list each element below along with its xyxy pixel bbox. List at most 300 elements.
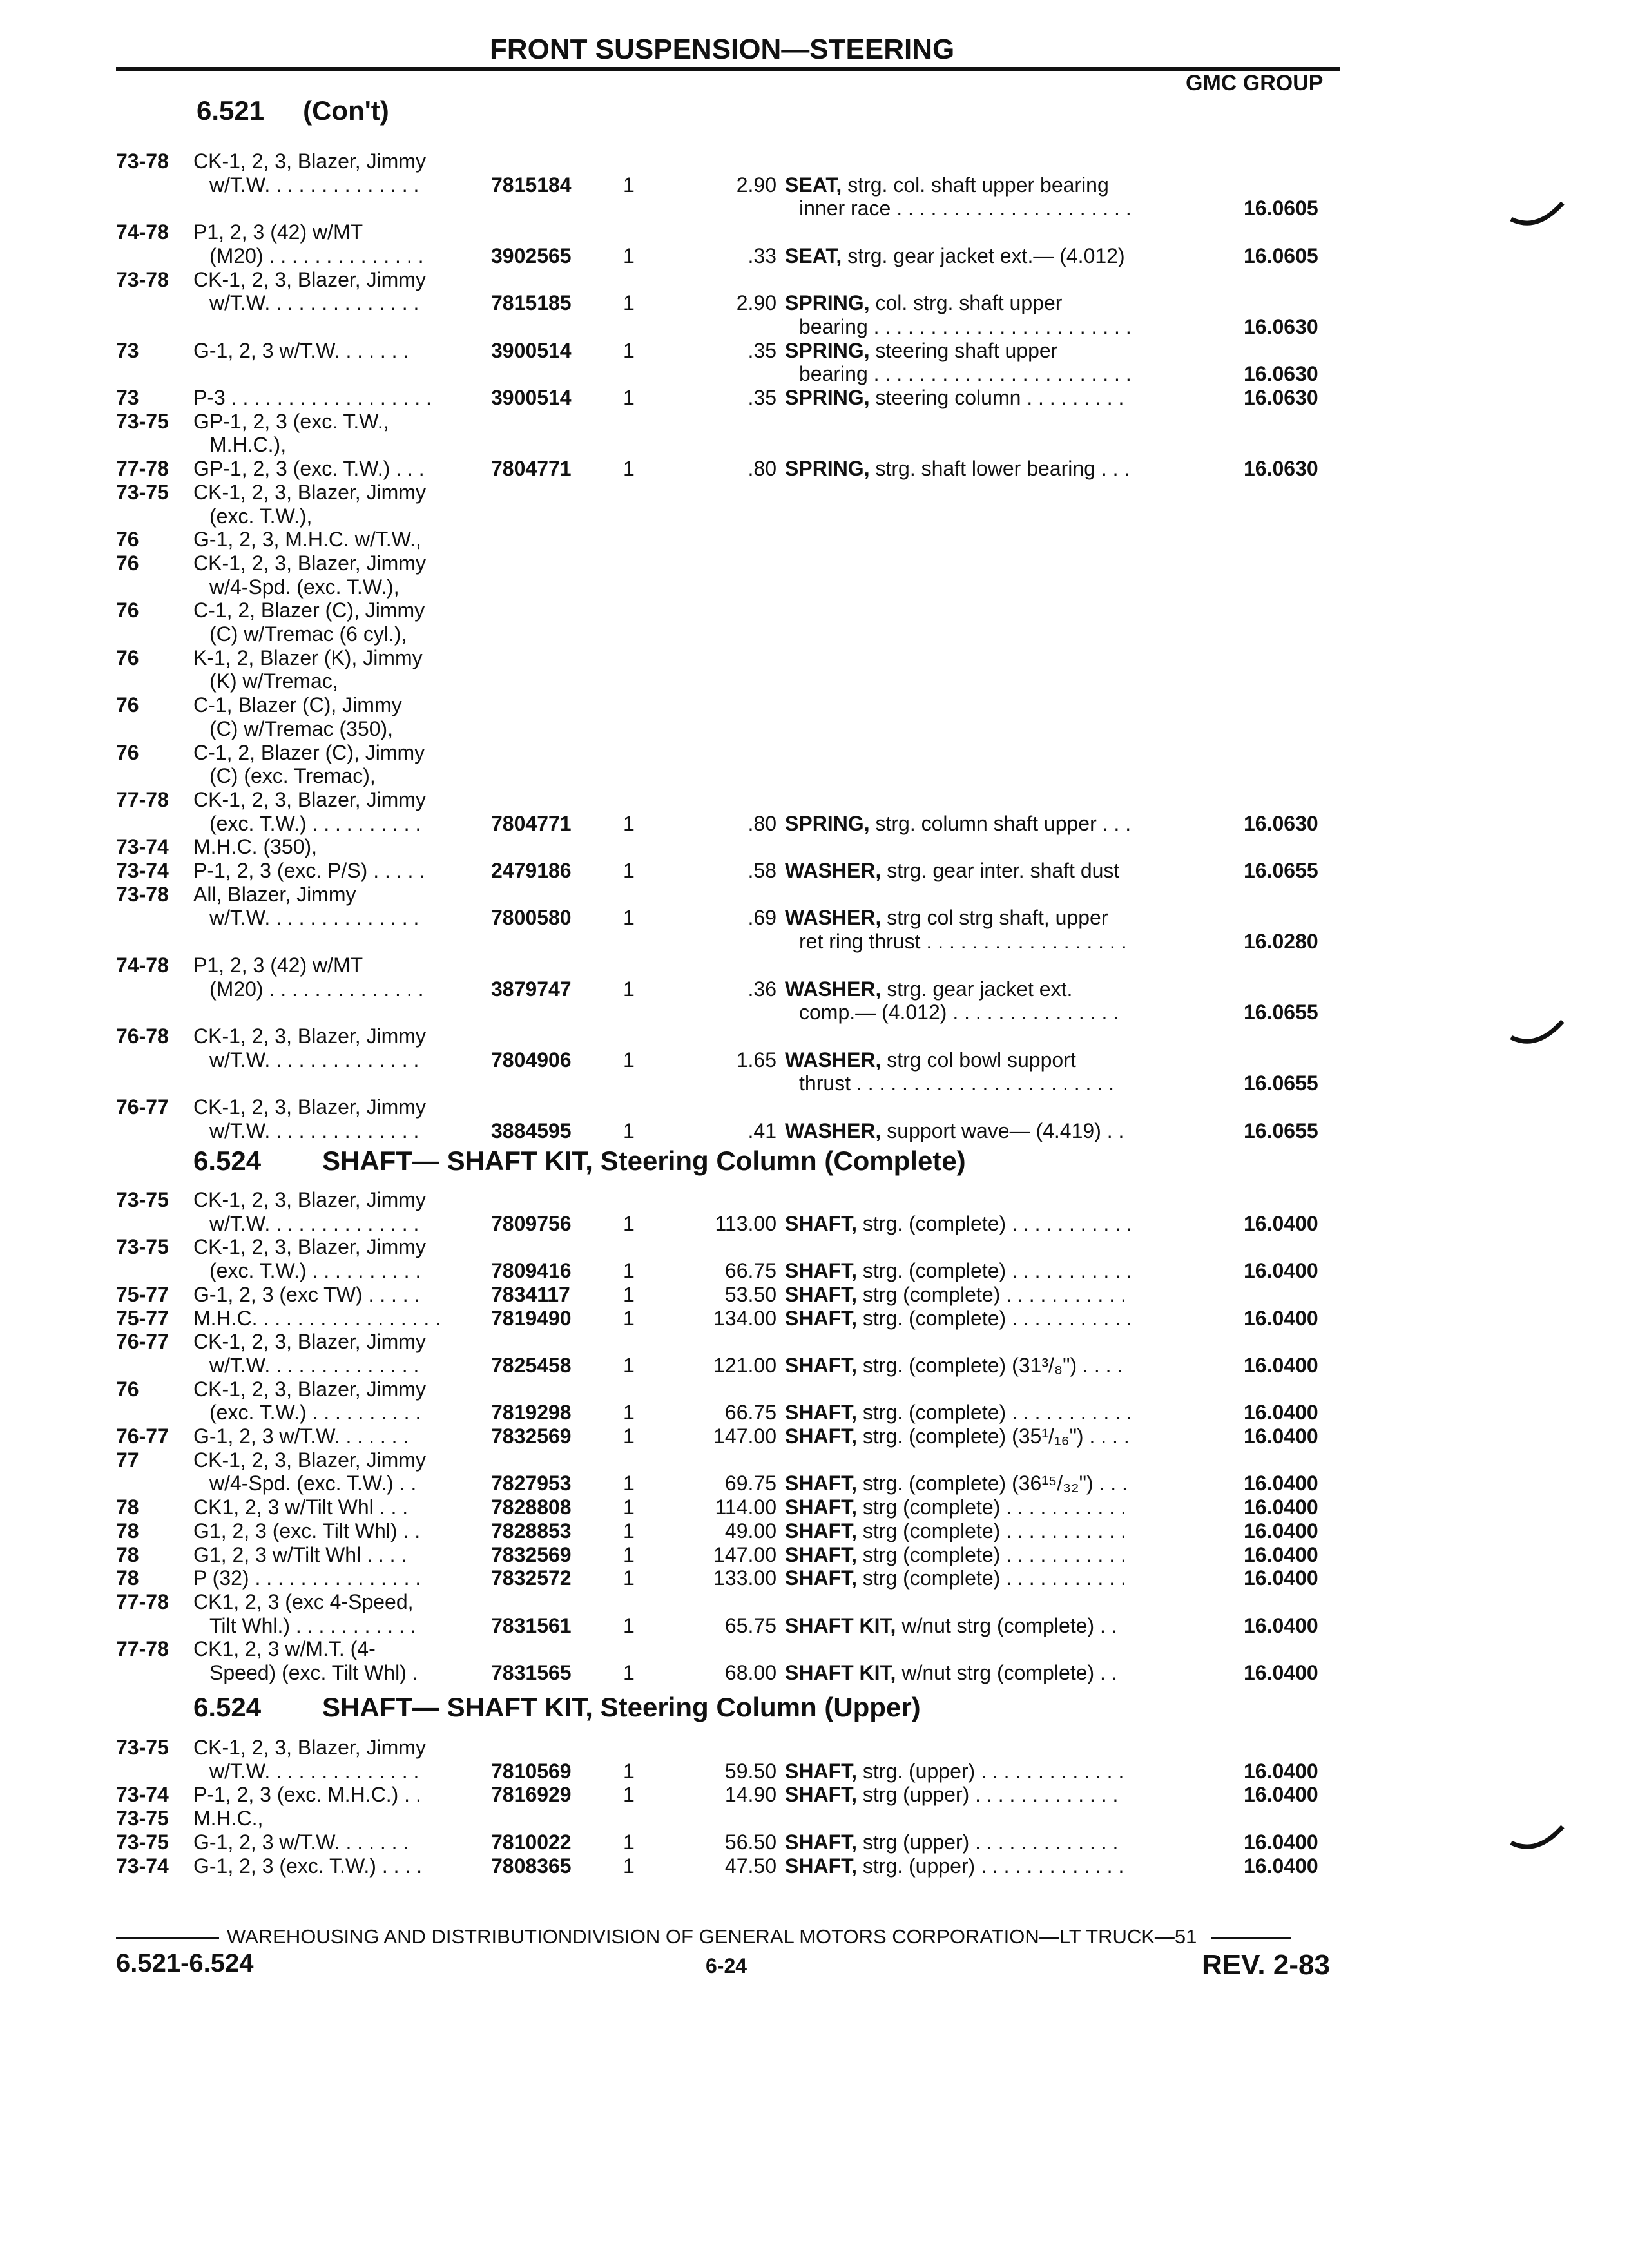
model-years: 73-78 <box>116 149 169 173</box>
description-text: steering shaft upper <box>869 338 1058 362</box>
description <box>785 1495 1126 1519</box>
description-noun: SHAFT, <box>785 1306 857 1330</box>
model-years: 76 <box>116 551 139 575</box>
group-number: 16.0400 <box>1244 1425 1318 1448</box>
model-years: 74-78 <box>116 220 169 244</box>
list-price: 68.00 <box>724 1661 776 1684</box>
description-noun: WASHER, <box>785 859 882 882</box>
list-price: .69 <box>747 906 776 930</box>
part-number: 7831561 <box>491 1613 572 1637</box>
quantity: 1 <box>623 457 635 481</box>
application: w/T.W. . . . . . . . . . . . . . <box>209 173 419 197</box>
part-number: 7815185 <box>491 291 572 315</box>
part-number: 7832572 <box>491 1566 572 1590</box>
description-text: strg. (complete) . . . . . . . . . . . <box>857 1401 1132 1425</box>
model-years: 78 <box>116 1519 139 1542</box>
description <box>785 1661 1117 1684</box>
application: CK-1, 2, 3, Blazer, Jimmy <box>193 1024 426 1048</box>
description-text: w/nut strg (complete) . . <box>896 1661 1117 1684</box>
quantity: 1 <box>623 173 635 197</box>
group-number: 16.0400 <box>1244 1495 1318 1519</box>
quantity: 1 <box>623 811 635 835</box>
group-number: 16.0630 <box>1244 362 1318 386</box>
application: w/T.W. . . . . . . . . . . . . . <box>209 291 419 315</box>
group-number: 16.0400 <box>1244 1566 1318 1590</box>
group-number: 16.0400 <box>1244 1353 1318 1377</box>
section-number: 6.524 <box>193 1146 262 1176</box>
quantity: 1 <box>623 1495 635 1519</box>
footer-rule-right <box>1211 1937 1291 1939</box>
description <box>785 1259 1132 1282</box>
description-noun: SHAFT, <box>785 1854 857 1878</box>
application: G-1, 2, 3 (exc. T.W.) . . . . <box>193 1854 423 1878</box>
group-number: 16.0400 <box>1244 1519 1318 1542</box>
model-years: 78 <box>116 1495 139 1519</box>
application: CK-1, 2, 3, Blazer, Jimmy <box>193 1188 426 1211</box>
quantity: 1 <box>623 386 635 409</box>
group-number: 16.0400 <box>1244 1759 1318 1783</box>
application: (C) w/Tremac (350), <box>209 716 394 740</box>
list-price: 133.00 <box>713 1566 776 1590</box>
application: (M20) . . . . . . . . . . . . . . <box>209 977 424 1001</box>
description-text: support wave— (4.419) . . <box>881 1119 1124 1142</box>
description <box>785 1760 1124 1783</box>
part-number: 3884595 <box>491 1119 572 1142</box>
description-noun: SHAFT, <box>785 1259 857 1283</box>
model-years: 76-77 <box>116 1330 169 1354</box>
description-text: strg. column shaft upper . . . <box>869 811 1132 835</box>
part-number: 7804906 <box>491 1048 572 1072</box>
footer-publisher-line <box>116 1925 1291 1948</box>
application: G-1, 2, 3 w/T.W. . . . . . . <box>193 1425 409 1448</box>
group-number: 16.0655 <box>1244 859 1318 882</box>
description-noun: SHAFT, <box>785 1472 857 1495</box>
part-number: 7832569 <box>491 1425 572 1448</box>
description <box>799 1072 1114 1095</box>
description <box>799 362 1132 385</box>
model-years: 77-78 <box>116 457 169 481</box>
model-years: 76 <box>116 646 139 669</box>
description-noun: SHAFT, <box>785 1759 857 1783</box>
application: M.H.C., <box>193 1807 264 1831</box>
model-years: 73-74 <box>116 1783 169 1807</box>
group-number: 16.0655 <box>1244 1119 1318 1142</box>
application: G-1, 2, 3, M.H.C. w/T.W., <box>193 528 421 552</box>
group-number: 16.0630 <box>1244 457 1318 481</box>
list-price: 65.75 <box>724 1613 776 1637</box>
quantity: 1 <box>623 1854 635 1878</box>
application: CK-1, 2, 3, Blazer, Jimmy <box>193 1377 426 1401</box>
group-number: 16.0605 <box>1244 197 1318 220</box>
application: w/4-Spd. (exc. T.W.) . . <box>209 1472 417 1495</box>
list-price: 66.75 <box>724 1259 776 1283</box>
description <box>785 977 1072 1001</box>
application: (exc. T.W.) . . . . . . . . . . <box>209 811 421 835</box>
description <box>785 1519 1126 1542</box>
model-years: 75-77 <box>116 1306 169 1330</box>
description-noun: WASHER, <box>785 977 882 1001</box>
description-text: strg (complete) . . . . . . . . . . . <box>857 1519 1126 1542</box>
application: G1, 2, 3 w/Tilt Whl . . . . <box>193 1542 407 1566</box>
quantity: 1 <box>623 338 635 362</box>
description-noun: SHAFT, <box>785 1401 857 1425</box>
quantity: 1 <box>623 291 635 315</box>
model-years: 76 <box>116 693 139 717</box>
description-text: w/nut strg (complete) . . <box>896 1613 1117 1637</box>
description <box>785 1283 1126 1306</box>
quantity: 1 <box>623 1048 635 1072</box>
list-price: 147.00 <box>713 1542 776 1566</box>
application: CK-1, 2, 3, Blazer, Jimmy <box>193 1448 426 1472</box>
section-heading-complete <box>193 1146 966 1177</box>
model-years: 76 <box>116 1377 139 1401</box>
group-number: 16.0655 <box>1244 1072 1318 1095</box>
application: C-1, Blazer (C), Jimmy <box>193 693 402 717</box>
part-number: 3900514 <box>491 386 572 409</box>
group-number: 16.0400 <box>1244 1613 1318 1637</box>
group-number: 16.0400 <box>1244 1472 1318 1495</box>
description-noun: SHAFT, <box>785 1353 857 1377</box>
section-number: 6.521 <box>197 95 265 126</box>
application: CK-1, 2, 3, Blazer, Jimmy <box>193 267 426 291</box>
description-text: bearing . . . . . . . . . . . . . . . . . . . . . . . <box>799 362 1132 386</box>
description <box>785 291 1062 314</box>
part-number: 7809756 <box>491 1211 572 1235</box>
quantity: 1 <box>623 1401 635 1425</box>
application: P-1, 2, 3 (exc. M.H.C.) . . <box>193 1783 421 1807</box>
description-text: strg. (complete) . . . . . . . . . . . <box>857 1259 1132 1283</box>
application: (exc. T.W.), <box>209 504 313 528</box>
footer-revision: REV. 2-83 <box>1202 1949 1330 1981</box>
description-noun: SPRING, <box>785 457 870 481</box>
application: CK-1, 2, 3, Blazer, Jimmy <box>193 480 426 504</box>
description-noun: WASHER, <box>785 1048 882 1072</box>
group-number: 16.0280 <box>1244 930 1318 954</box>
application: w/T.W. . . . . . . . . . . . . . <box>209 1353 419 1377</box>
application: (exc. T.W.) . . . . . . . . . . <box>209 1259 421 1283</box>
model-years: 78 <box>116 1542 139 1566</box>
application: P (32) . . . . . . . . . . . . . . . <box>193 1566 421 1590</box>
application: CK1, 2, 3 (exc 4-Speed, <box>193 1590 414 1613</box>
list-price: 121.00 <box>713 1353 776 1377</box>
application: P1, 2, 3 (42) w/MT <box>193 220 363 244</box>
description-text: strg (complete) . . . . . . . . . . . <box>857 1542 1126 1566</box>
application: w/T.W. . . . . . . . . . . . . . <box>209 1211 419 1235</box>
application: CK-1, 2, 3, Blazer, Jimmy <box>193 1330 426 1354</box>
quantity: 1 <box>623 1472 635 1495</box>
list-price: .33 <box>747 244 776 267</box>
description-text: strg. (upper) . . . . . . . . . . . . . <box>857 1759 1124 1783</box>
quantity: 1 <box>623 1519 635 1542</box>
model-years: 77-78 <box>116 1590 169 1613</box>
description-text: strg. (complete) (36¹⁵/₃₂") . . . <box>857 1472 1128 1495</box>
description-noun: SPRING, <box>785 386 870 409</box>
list-price: 53.50 <box>724 1282 776 1306</box>
quantity: 1 <box>623 1542 635 1566</box>
description-text: strg (complete) . . . . . . . . . . . <box>857 1282 1126 1306</box>
group-number: 16.0605 <box>1244 244 1318 267</box>
application: w/4-Spd. (exc. T.W.), <box>209 575 400 599</box>
description <box>785 1307 1132 1330</box>
description-text: thrust . . . . . . . . . . . . . . . . . . . . . . . <box>799 1072 1114 1095</box>
model-years: 73-74 <box>116 835 169 859</box>
model-years: 73-75 <box>116 409 169 433</box>
description <box>799 197 1132 220</box>
list-price: 69.75 <box>724 1472 776 1495</box>
quantity: 1 <box>623 859 635 882</box>
group-number: 16.0630 <box>1244 314 1318 338</box>
footer-page-number: 6-24 <box>706 1954 747 1977</box>
model-years: 76 <box>116 599 139 622</box>
section-title: SHAFT— SHAFT KIT, Steering Column (Complete) <box>322 1146 966 1176</box>
description-noun: SHAFT KIT, <box>785 1661 896 1684</box>
application: All, Blazer, Jimmy <box>193 882 356 906</box>
part-number: 7800580 <box>491 906 572 930</box>
list-price: .36 <box>747 977 776 1001</box>
description <box>785 1783 1118 1806</box>
application: CK-1, 2, 3, Blazer, Jimmy <box>193 1235 426 1259</box>
model-years: 73-78 <box>116 267 169 291</box>
description <box>785 1212 1132 1235</box>
quantity: 1 <box>623 977 635 1001</box>
quantity: 1 <box>623 1353 635 1377</box>
part-number: 3902565 <box>491 244 572 267</box>
description-text: strg. (complete) (31³/₈") . . . . <box>857 1353 1123 1377</box>
description-noun: SEAT, <box>785 244 842 267</box>
application: Speed) (exc. Tilt Whl) . <box>209 1661 418 1684</box>
description <box>785 1854 1124 1878</box>
application: M.H.C. . . . . . . . . . . . . . . . . <box>193 1306 441 1330</box>
list-price: 113.00 <box>715 1211 776 1235</box>
part-number: 7809416 <box>491 1259 572 1283</box>
application: w/T.W. . . . . . . . . . . . . . <box>209 1119 419 1142</box>
description-text: bearing . . . . . . . . . . . . . . . . . . . . . . . <box>799 314 1132 338</box>
quantity: 1 <box>623 1661 635 1684</box>
model-years: 75-77 <box>116 1282 169 1306</box>
description <box>785 1119 1124 1142</box>
list-price: .80 <box>747 457 776 481</box>
model-years: 76 <box>116 740 139 764</box>
part-number: 7834117 <box>491 1282 570 1306</box>
description-noun: SHAFT, <box>785 1566 857 1590</box>
quantity: 1 <box>623 1211 635 1235</box>
description-text: comp.— (4.012) . . . . . . . . . . . . . . . <box>799 1001 1119 1024</box>
model-years: 77-78 <box>116 787 169 811</box>
model-years: 73-75 <box>116 1188 169 1211</box>
part-number: 7828808 <box>491 1495 572 1519</box>
description-text: strg (upper) . . . . . . . . . . . . . <box>857 1783 1119 1807</box>
application: P-3 . . . . . . . . . . . . . . . . . . <box>193 386 432 409</box>
model-years: 76-78 <box>116 1024 169 1048</box>
application: G-1, 2, 3 (exc TW) . . . . . <box>193 1282 420 1306</box>
description-noun: SHAFT, <box>785 1282 857 1306</box>
model-years: 78 <box>116 1566 139 1590</box>
model-years: 74-78 <box>116 953 169 977</box>
description-text: strg. col. shaft upper bearing <box>842 173 1109 197</box>
section-continued-heading <box>197 95 389 126</box>
description <box>785 1401 1132 1424</box>
description <box>799 315 1132 338</box>
application: GP-1, 2, 3 (exc. T.W., <box>193 409 389 433</box>
description <box>785 906 1108 929</box>
model-years: 73 <box>116 338 139 362</box>
model-years: 73-78 <box>116 882 169 906</box>
quantity: 1 <box>623 1566 635 1590</box>
description-text: inner race . . . . . . . . . . . . . . . . . . . . . <box>799 197 1132 220</box>
model-years: 76-77 <box>116 1095 169 1119</box>
application: G-1, 2, 3 w/T.W. . . . . . . <box>193 1830 409 1854</box>
list-price: 66.75 <box>724 1401 776 1425</box>
model-years: 76-77 <box>116 1425 169 1448</box>
description <box>785 173 1109 197</box>
application: C-1, 2, Blazer (C), Jimmy <box>193 740 425 764</box>
application: P1, 2, 3 (42) w/MT <box>193 953 363 977</box>
description-noun: SHAFT, <box>785 1495 857 1519</box>
description <box>785 812 1131 835</box>
list-price: .41 <box>747 1119 776 1142</box>
group-number: 16.0655 <box>1244 1001 1318 1024</box>
model-years: 73-75 <box>116 1807 169 1831</box>
description <box>785 386 1124 409</box>
description-noun: SHAFT, <box>785 1425 857 1448</box>
application: CK1, 2, 3 w/M.T. (4- <box>193 1637 376 1661</box>
description-text: strg. (complete) . . . . . . . . . . . <box>857 1306 1132 1330</box>
part-number: 7810569 <box>491 1759 572 1783</box>
part-number: 7808365 <box>491 1854 572 1878</box>
application: G-1, 2, 3 w/T.W. . . . . . . <box>193 338 409 362</box>
description-noun: WASHER, <box>785 1119 882 1142</box>
model-years: 73-75 <box>116 480 169 504</box>
group-number: 16.0400 <box>1244 1830 1318 1854</box>
list-price: 47.50 <box>724 1854 776 1878</box>
description-noun: SPRING, <box>785 811 870 835</box>
application: (C) (exc. Tremac), <box>209 764 376 788</box>
description <box>785 1048 1076 1072</box>
group-number: 16.0400 <box>1244 1783 1318 1807</box>
application: K-1, 2, Blazer (K), Jimmy <box>193 646 423 669</box>
application: (M20) . . . . . . . . . . . . . . <box>209 244 424 267</box>
part-number: 7832569 <box>491 1542 572 1566</box>
description-text: strg. gear jacket ext.— (4.012) <box>842 244 1125 267</box>
group-number: 16.0400 <box>1244 1306 1318 1330</box>
quantity: 1 <box>623 1783 635 1807</box>
model-years: 73-75 <box>116 1235 169 1259</box>
description-text: steering column . . . . . . . . . <box>869 386 1124 409</box>
part-number: 7816929 <box>491 1783 572 1807</box>
description-text: strg. (upper) . . . . . . . . . . . . . <box>857 1854 1124 1878</box>
application: w/T.W. . . . . . . . . . . . . . <box>209 906 419 930</box>
section-title: SHAFT— SHAFT KIT, Steering Column (Upper) <box>322 1692 921 1722</box>
description <box>785 1831 1118 1854</box>
part-number: 7828853 <box>491 1519 572 1542</box>
description-text: strg. shaft lower bearing . . . <box>869 457 1130 481</box>
part-number: 2479186 <box>491 859 572 882</box>
list-price: 59.50 <box>724 1759 776 1783</box>
model-years: 73-75 <box>116 1830 169 1854</box>
section-continued-label: (Con't) <box>303 95 389 126</box>
model-years: 73 <box>116 386 139 409</box>
description-noun: SHAFT, <box>785 1211 857 1235</box>
description-noun: SHAFT, <box>785 1542 857 1566</box>
quantity: 1 <box>623 1830 635 1854</box>
description <box>785 457 1130 480</box>
description <box>799 1001 1119 1024</box>
list-price: 56.50 <box>724 1830 776 1854</box>
list-price: .35 <box>747 386 776 409</box>
quantity: 1 <box>623 244 635 267</box>
application: w/T.W. . . . . . . . . . . . . . <box>209 1048 419 1072</box>
list-price: 134.00 <box>713 1306 776 1330</box>
description <box>785 1543 1126 1566</box>
part-number: 3900514 <box>491 338 572 362</box>
part-number: 7804771 <box>491 457 572 481</box>
description-text: strg col strg shaft, upper <box>881 906 1108 930</box>
part-number: 7825458 <box>491 1353 572 1377</box>
description-text: strg. (complete) . . . . . . . . . . . <box>857 1211 1132 1235</box>
model-years: 77 <box>116 1448 139 1472</box>
group-number: 16.0400 <box>1244 1259 1318 1283</box>
section-number: 6.524 <box>193 1692 262 1722</box>
application: (exc. T.W.) . . . . . . . . . . <box>209 1401 421 1425</box>
application: Tilt Whl.) . . . . . . . . . . . <box>209 1613 416 1637</box>
description-text: strg. (complete) (35¹/₁₆") . . . . <box>857 1425 1130 1448</box>
header-rule <box>116 67 1340 71</box>
description <box>785 244 1125 267</box>
part-number: 7819490 <box>491 1306 572 1330</box>
quantity: 1 <box>623 1306 635 1330</box>
application: C-1, 2, Blazer (C), Jimmy <box>193 599 425 622</box>
part-number: 7831565 <box>491 1661 572 1684</box>
application: GP-1, 2, 3 (exc. T.W.) . . . <box>193 457 425 481</box>
list-price: .80 <box>747 811 776 835</box>
model-years: 73-74 <box>116 859 169 882</box>
quantity: 1 <box>623 1119 635 1142</box>
description <box>785 1425 1130 1448</box>
application: CK1, 2, 3 w/Tilt Whl . . . <box>193 1495 409 1519</box>
section-heading-upper <box>193 1692 921 1723</box>
description-text: strg col bowl support <box>881 1048 1076 1072</box>
application: CK-1, 2, 3, Blazer, Jimmy <box>193 1736 426 1759</box>
quantity: 1 <box>623 1425 635 1448</box>
description <box>785 1354 1123 1377</box>
description-text: ret ring thrust . . . . . . . . . . . . . . . . . . <box>799 930 1127 954</box>
list-price: 14.90 <box>724 1783 776 1807</box>
list-price: 2.90 <box>736 173 776 197</box>
description-text: strg. gear jacket ext. <box>881 977 1073 1001</box>
quantity: 1 <box>623 1759 635 1783</box>
description-noun: SHAFT, <box>785 1783 857 1807</box>
description <box>785 859 1119 882</box>
application: CK-1, 2, 3, Blazer, Jimmy <box>193 1095 426 1119</box>
footer-publisher-text: WAREHOUSING AND DISTRIBUTIONDIVISION OF GENERAL MOTORS CORPORATION—LT TRUCK—51 <box>227 1925 1197 1948</box>
list-price: .35 <box>747 338 776 362</box>
application: M.H.C. (350), <box>193 835 318 859</box>
quantity: 1 <box>623 1282 635 1306</box>
application: w/T.W. . . . . . . . . . . . . . <box>209 1759 419 1783</box>
group-number: 16.0400 <box>1244 1211 1318 1235</box>
application: P-1, 2, 3 (exc. P/S) . . . . . <box>193 859 425 882</box>
description-text: strg (upper) . . . . . . . . . . . . . <box>857 1830 1119 1854</box>
application: CK-1, 2, 3, Blazer, Jimmy <box>193 551 426 575</box>
application: (K) w/Tremac, <box>209 669 338 693</box>
part-number: 3879747 <box>491 977 572 1001</box>
description <box>785 1472 1128 1495</box>
description <box>799 930 1127 953</box>
list-price: 147.00 <box>713 1425 776 1448</box>
part-number: 7827953 <box>491 1472 572 1495</box>
description-noun: SHAFT KIT, <box>785 1613 896 1637</box>
group-number: 16.0630 <box>1244 386 1318 409</box>
